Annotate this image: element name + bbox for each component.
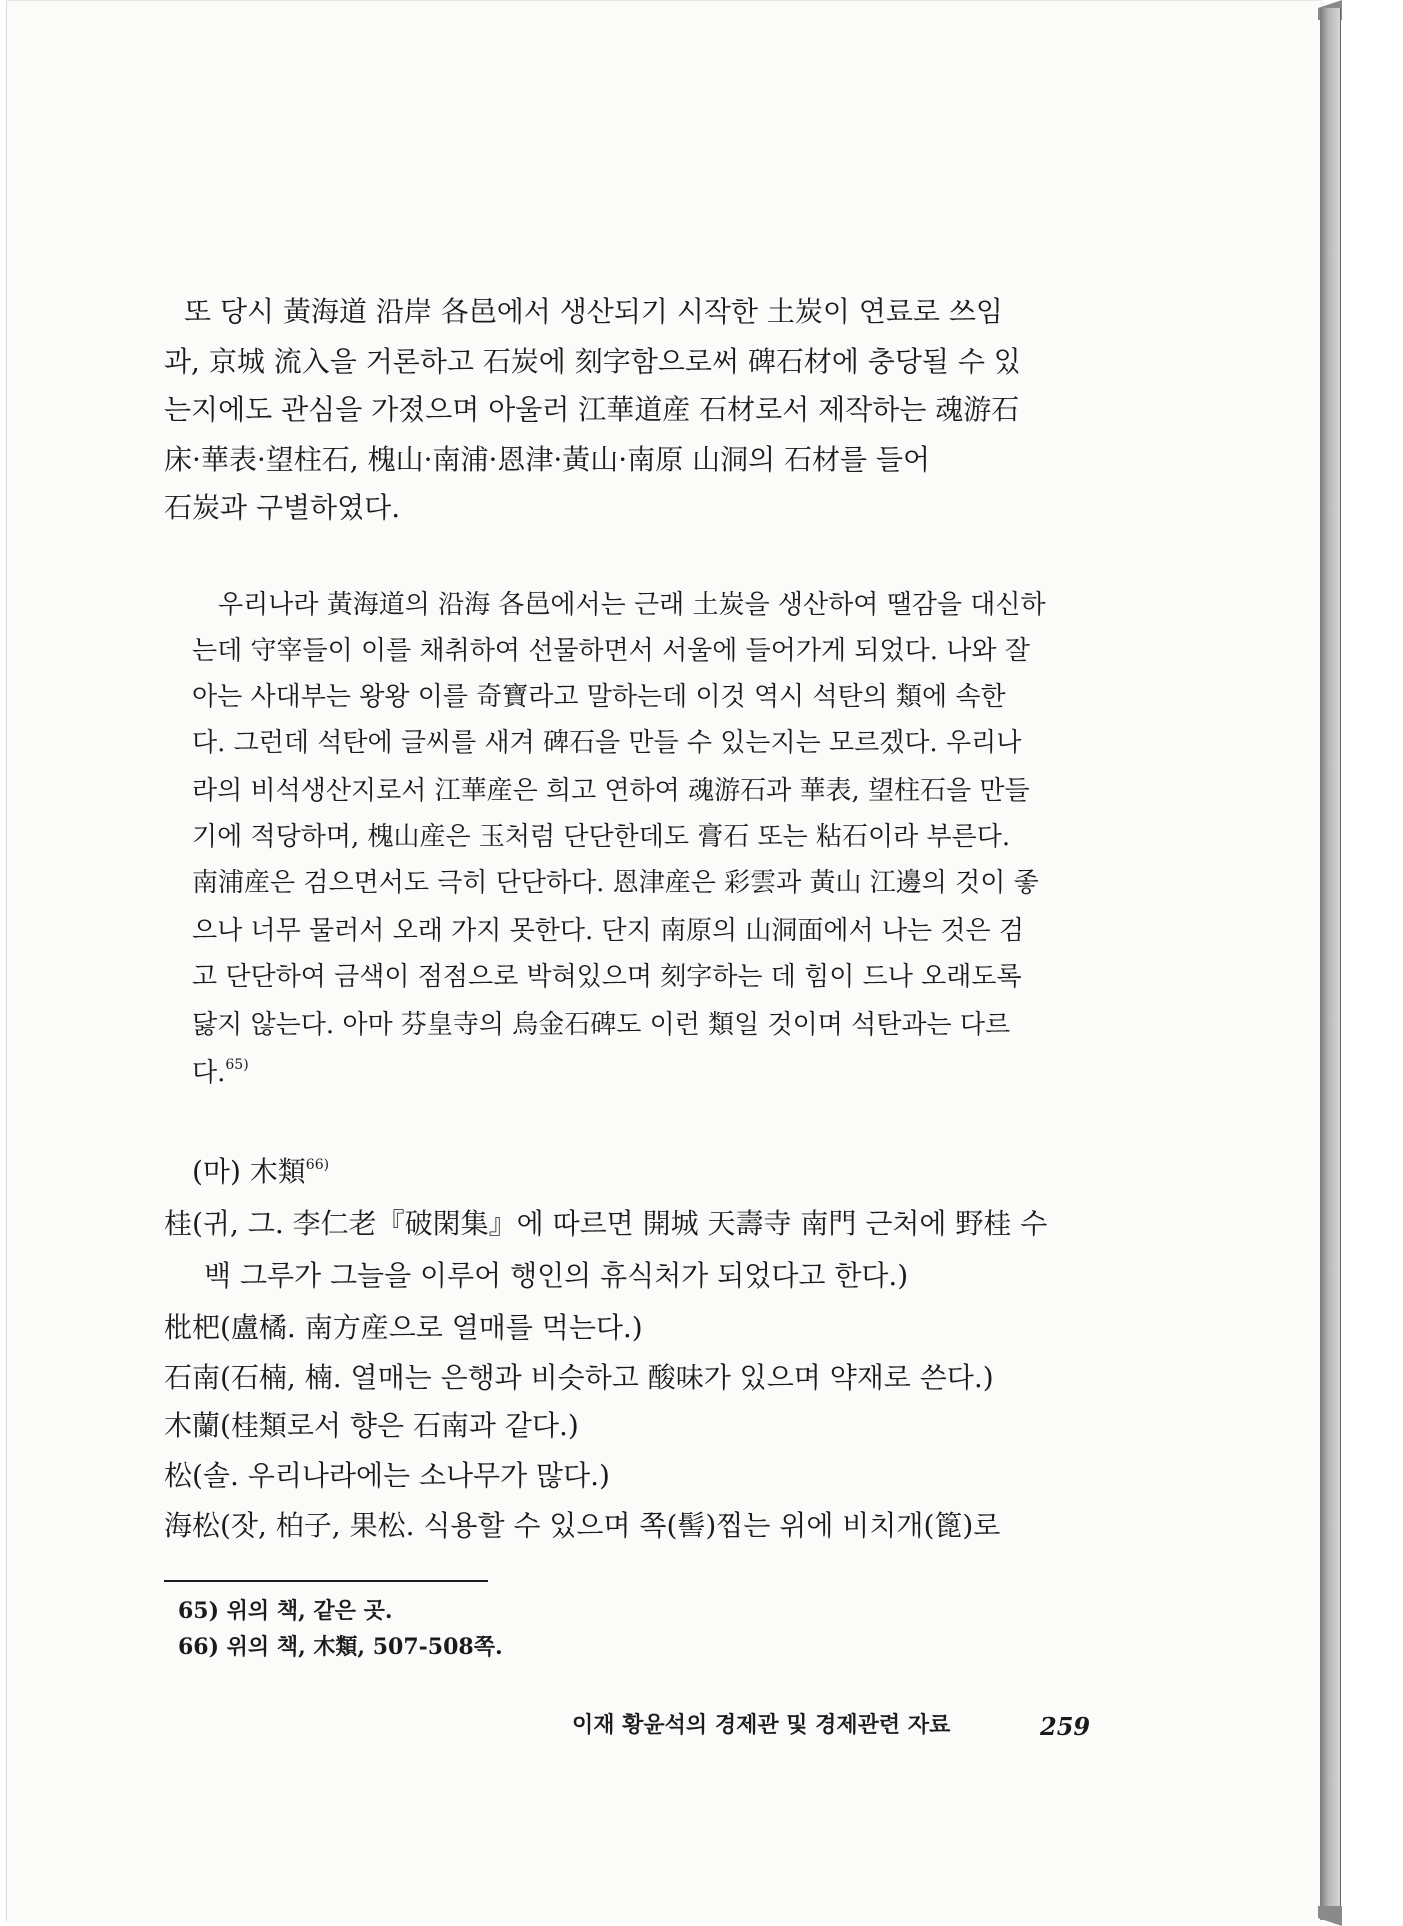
footnote-ref-65: 65) (225, 1057, 249, 1073)
quote-line: 닳지 않는다. 아마 芬皇寺의 烏金石碑도 이런 類일 것이며 석탄과는 다르 (192, 1010, 1011, 1040)
body-line: 床·華表·望柱石, 槐山·南浦·恩津·黃山·南原 山洞의 石材를 들어 (164, 443, 931, 476)
footnote-divider (164, 1580, 488, 1582)
quote-line: 아는 사대부는 왕왕 이를 奇寶라고 말하는데 이것 역시 석탄의 類에 속한 (192, 682, 1006, 712)
quote-line-last (192, 1057, 249, 1088)
book-page (6, 0, 1321, 1921)
quote-line: 南浦産은 검으면서도 극히 단단하다. 恩津産은 彩雲과 黃山 江邊의 것이 좋 (192, 868, 1039, 898)
entry-line: 枇杷(盧橘. 南方産으로 열매를 먹는다.) (164, 1311, 643, 1344)
quote-line: 으나 너무 물러서 오래 가지 못한다. 단지 南原의 山洞面에서 나는 것은 검 (192, 916, 1024, 946)
footnote-65: 65) 위의 책, 같은 곳. (178, 1598, 393, 1624)
section-heading (192, 1155, 330, 1188)
quote-line: 라의 비석생산지로서 江華産은 희고 연하여 魂游石과 華表, 望柱石을 만들 (192, 776, 1030, 806)
entry-line: 海松(잣, 柏子, 果松. 식용할 수 있으며 쪽(髻)찝는 위에 비치개(篦)로 (164, 1509, 1001, 1542)
quote-line: 기에 적당하며, 槐山産은 玉처럼 단단한데도 膏石 또는 粘石이라 부른다. (192, 822, 1011, 852)
quote-line: 우리나라 黃海道의 沿海 各邑에서는 근래 土炭을 생산하여 땔감을 대신하 (218, 590, 1046, 620)
footnote-66: 66) 위의 책, 木類, 507-508쪽. (178, 1634, 503, 1660)
page-edge-stack (1320, 8, 1341, 1920)
quote-line: 다. 그런데 석탄에 글씨를 새겨 碑石을 만들 수 있는지는 모르겠다. 우리나 (192, 728, 1022, 758)
entry-line: 木蘭(桂類로서 향은 石南과 같다.) (164, 1409, 579, 1442)
body-line: 또 당시 黃海道 沿岸 各邑에서 생산되기 시작한 土炭이 연료로 쓰임 (184, 295, 1003, 328)
entry-line: 백 그루가 그늘을 이루어 행인의 휴식처가 되었다고 한다.) (204, 1259, 909, 1292)
entry-line: 桂(귀, 그. 李仁老『破閑集』에 따르면 開城 天壽寺 南門 근처에 野桂 수 (164, 1207, 1048, 1240)
running-title: 이재 황윤석의 경제관 및 경제관련 자료 (572, 1712, 951, 1738)
entry-line: 石南(石楠, 楠. 열매는 은행과 비슷하고 酸味가 있으며 약재로 쓴다.) (164, 1361, 994, 1394)
entry-line: 松(솔. 우리나라에는 소나무가 많다.) (164, 1459, 610, 1492)
quote-line: 는데 守宰들이 이를 채취하여 선물하면서 서울에 들어가게 되었다. 나와 잘 (192, 636, 1030, 666)
quote-line: 고 단단하여 금색이 점점으로 박혀있으며 刻字하는 데 힘이 드나 오래도록 (192, 962, 1022, 992)
body-line: 과, 京城 流入을 거론하고 石炭에 刻字함으로써 碑石材에 충당될 수 있 (164, 345, 1021, 378)
page-edge-bottom (1318, 1906, 1342, 1926)
quote-last-text: 다. (192, 1058, 226, 1088)
body-line: 石炭과 구별하였다. (164, 491, 401, 524)
footnote-ref-66: 66) (305, 1157, 330, 1173)
body-line: 는지에도 관심을 가졌으며 아울러 江華道産 石材로서 제작하는 魂游石 (164, 393, 1020, 426)
section-heading-text: (마) 木類 (192, 1155, 306, 1188)
page-number: 259 (1040, 1712, 1091, 1741)
